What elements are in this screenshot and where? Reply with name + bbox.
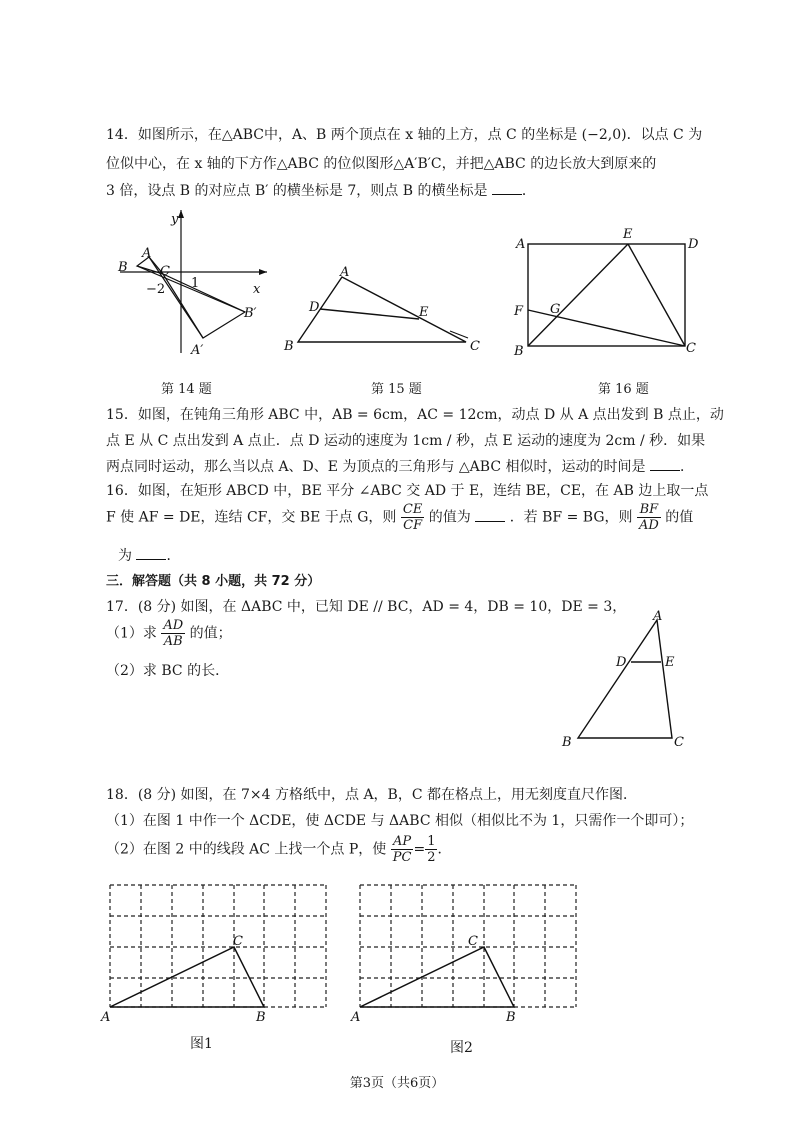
label-y: y bbox=[171, 212, 179, 227]
label-minus2: −2 bbox=[146, 282, 166, 297]
triangle-abc bbox=[360, 947, 514, 1007]
triangle-apbpc bbox=[163, 274, 245, 338]
label-x: x bbox=[253, 282, 261, 297]
label-c: C bbox=[470, 339, 480, 354]
label-b: B bbox=[118, 260, 128, 275]
fraction-ce-cf: $\frac{CE}{CF}$ bbox=[402, 502, 423, 533]
label-a: A bbox=[516, 237, 526, 252]
caption-grid-2: 图2 bbox=[450, 1040, 473, 1056]
label-c: C bbox=[233, 934, 243, 949]
answer-blank bbox=[492, 182, 522, 195]
label-d: D bbox=[688, 237, 699, 252]
q18-part-1: （1）在图 1 中作一个 ΔCDE，使 ΔCDE 与 ΔABC 相似（相似比不为 1，只需作一个即可）； bbox=[106, 813, 694, 829]
section-3-heading: 三．解答题（共 8 小题，共 72 分） bbox=[106, 574, 321, 589]
label-aprime: A′ bbox=[191, 343, 204, 358]
q16-line-1: 16．如图，在矩形 ABCD 中，BE 平分 ∠ABC 交 AD 于 E，连结 BE，CE，在 AB 边上取一点 bbox=[106, 483, 709, 499]
fraction-ad-ab: $\frac{AD}{AB}$ bbox=[163, 618, 184, 649]
grid-figure-1 bbox=[100, 875, 340, 1025]
answer-blank bbox=[475, 509, 505, 522]
q14-line-2: 位似中心，在 x 轴的下方作△ABC 的位似图形△A′B′C，并把△ABC 的边长放大到原来的 bbox=[106, 156, 657, 172]
q14-line-3: 3 倍，设点 B 的对应点 B′ 的横坐标是 7，则点 B 的横坐标是 ． bbox=[106, 183, 536, 199]
page-footer: 第3页（共6页） bbox=[349, 1076, 445, 1091]
rectangle-abcd bbox=[528, 244, 685, 346]
fraction-one-half: $\frac{1}{2}$ bbox=[427, 834, 436, 865]
label-a: A bbox=[653, 609, 663, 624]
label-c: C bbox=[674, 735, 684, 750]
label-e: E bbox=[665, 655, 675, 670]
triangle-abc bbox=[110, 947, 264, 1007]
label-bprime: B′ bbox=[244, 306, 257, 321]
answer-blank bbox=[136, 547, 166, 560]
fraction-ap-pc: $\frac{AP}{PC}$ bbox=[392, 834, 412, 865]
label-a: A bbox=[351, 1010, 361, 1025]
label-a: A bbox=[340, 265, 350, 280]
caption-grid-1: 图1 bbox=[190, 1036, 213, 1052]
label-e: E bbox=[623, 227, 633, 242]
q18-part-2: （2）在图 2 中的线段 AC 上找一个点 P，使 $\frac{AP}{PC}$ = $\frac{1}{2}$ ． bbox=[106, 834, 452, 865]
segment-be bbox=[528, 244, 628, 346]
label-b: B bbox=[284, 339, 294, 354]
label-one: 1 bbox=[191, 276, 200, 291]
caption-14: 第 14 题 bbox=[161, 382, 212, 397]
figure-16 bbox=[510, 228, 710, 363]
label-g: G bbox=[550, 302, 561, 317]
label-e: E bbox=[419, 305, 429, 320]
grid-figure-2 bbox=[350, 875, 590, 1025]
dashed-grid bbox=[110, 885, 326, 1007]
label-d: D bbox=[616, 655, 627, 670]
q17-part-2: （2）求 BC 的长． bbox=[106, 663, 230, 679]
label-a: A bbox=[101, 1010, 111, 1025]
label-b: B bbox=[256, 1010, 266, 1025]
segment-de bbox=[320, 309, 419, 319]
label-f: F bbox=[514, 304, 524, 319]
q16-line-2: F 使 AF = DE，连结 CF，交 BE 于点 G，则 $\frac{CE}{CF}$ 的值为 ．若 BF = BG，则 $\frac{BF}{AD}$ 的值 bbox=[106, 502, 694, 533]
q17-line-1: 17．(8 分) 如图，在 ΔABC 中，已知 DE // BC，AD = 4，DB = 10，DE = 3， bbox=[106, 599, 627, 615]
segment-ce bbox=[628, 244, 685, 346]
q15-line-2: 点 E 从 C 点出发到 A 点止．点 D 运动的速度为 1cm / 秒，点 E 运动的速度为 2cm / 秒．如果 bbox=[106, 433, 706, 449]
figure-14 bbox=[115, 205, 275, 365]
label-c: C bbox=[686, 341, 696, 356]
triangle-abc bbox=[578, 620, 672, 738]
q16-line-3: 为 ． bbox=[118, 548, 181, 564]
q14-line-1: 14．如图所示，在△ABC中，A、B 两个顶点在 x 轴的上方，点 C 的坐标是 (−2,0)．以点 C 为 bbox=[106, 127, 703, 143]
label-a: A bbox=[142, 246, 152, 261]
label-c: C bbox=[160, 264, 170, 279]
caption-16: 第 16 题 bbox=[598, 382, 649, 397]
answer-blank bbox=[650, 458, 680, 471]
label-b: B bbox=[514, 344, 524, 359]
q17-part-1: （1）求 $\frac{AD}{AB}$ 的值； bbox=[106, 618, 232, 649]
q15-line-3: 两点同时运动，那么当以点 A、D、E 为顶点的三角形与 △ABC 相似时，运动的时间是 ． bbox=[106, 459, 694, 475]
q18-line-1: 18．(8 分) 如图，在 7×4 方格纸中，点 A，B，C 都在格点上，用无刻度直尺作图． bbox=[106, 787, 638, 803]
figure-17 bbox=[560, 608, 690, 748]
label-d: D bbox=[309, 300, 320, 315]
label-b: B bbox=[562, 735, 572, 750]
figure-15 bbox=[280, 262, 495, 362]
label-b: B bbox=[506, 1010, 516, 1025]
q15-line-1: 15．如图，在钝角三角形 ABC 中，AB = 6cm，AC = 12cm，动点 D 从 A 点出发到 B 点止，动 bbox=[106, 407, 724, 423]
fraction-bf-ad: $\frac{BF}{AD}$ bbox=[638, 502, 659, 533]
caption-15: 第 15 题 bbox=[371, 382, 422, 397]
label-c: C bbox=[468, 934, 478, 949]
